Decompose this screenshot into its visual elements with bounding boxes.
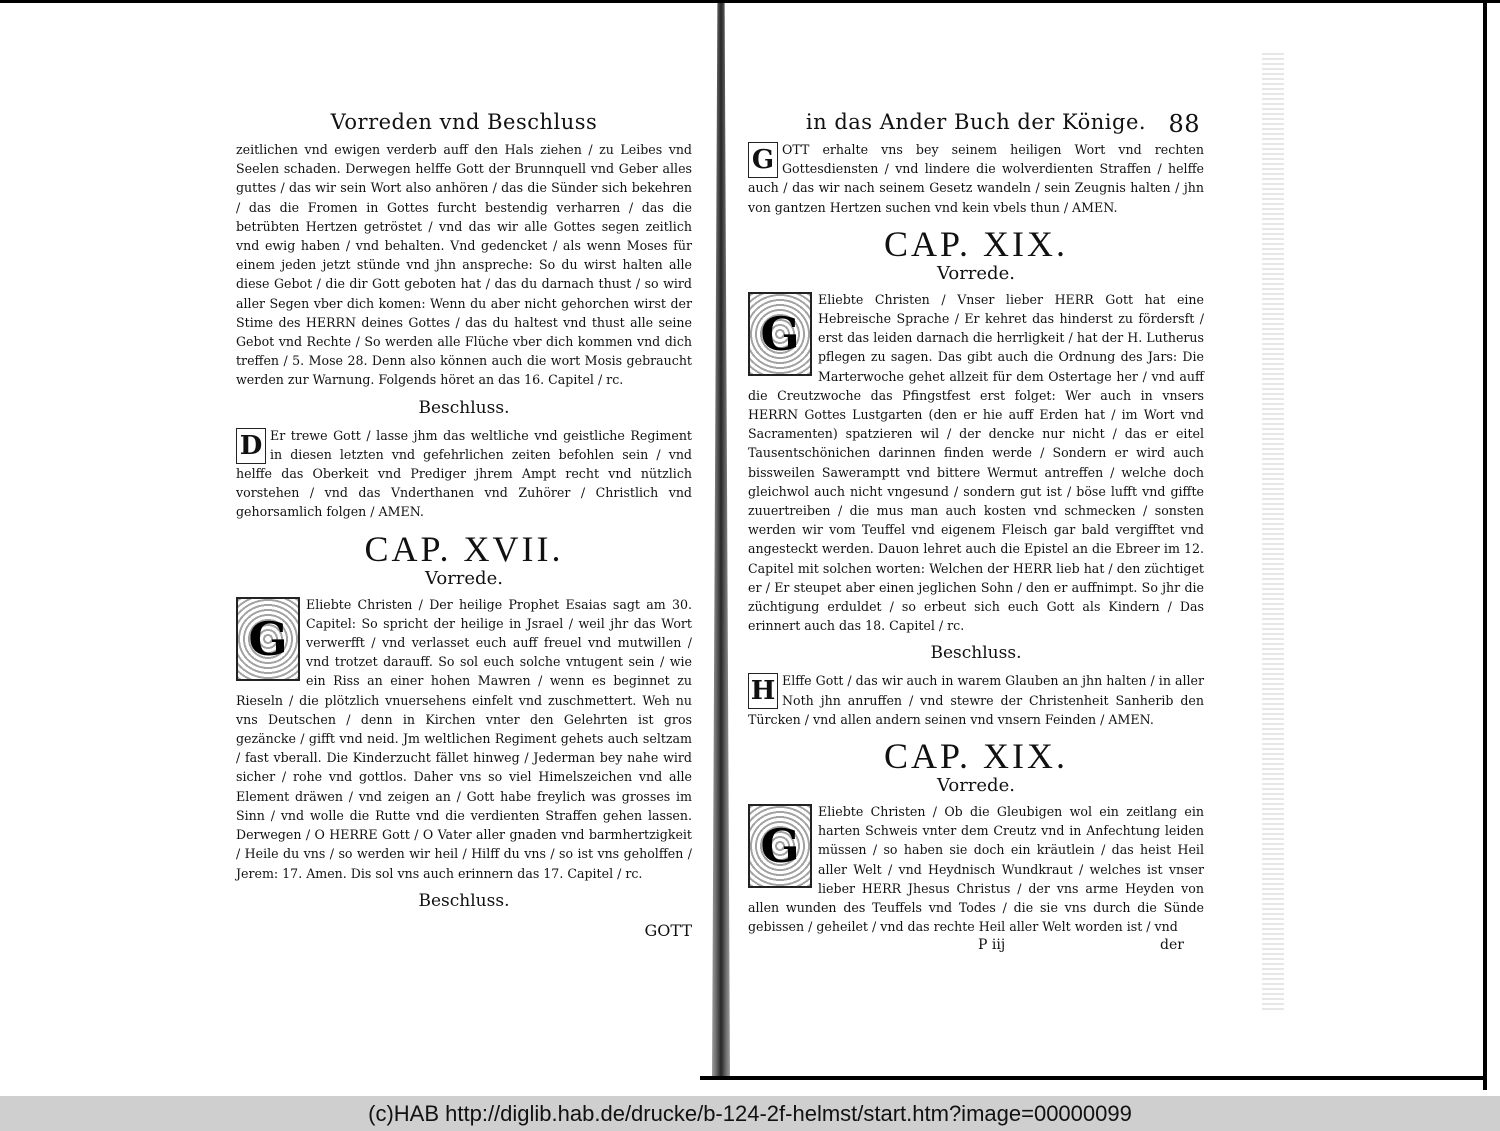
copyright-footer — [0, 1096, 1500, 1131]
initial-letter: G — [750, 294, 810, 374]
right-catchword: der — [1160, 936, 1184, 953]
ornamental-initial — [748, 804, 812, 888]
signature-mark: P iij — [978, 936, 1006, 953]
initial-letter: G — [238, 599, 298, 679]
right-running-head — [748, 110, 1204, 138]
chapter-title: CAP. XIX. — [883, 223, 1069, 264]
copyright-text: (c)HAB http://diglib.hab.de/drucke/b-124-2f-helmst/start.htm?image=00000099 — [368, 1100, 1132, 1126]
chapter-title: CAP. XIX. — [883, 736, 1069, 777]
right-running-head-text: in das Ander Buch der Könige. — [805, 110, 1147, 134]
left-beschluss-text: Er trewe Gott / lasse jhm das weltliche vnd geistliche Regiment in diesen letzten vnd gefehrlichen zeiten befohlen sein / vnd helffe das Oberkeit vnd Prediger jhrem Ampt recht vnd nützlich vorstehen / vnd das Vnderthanen vnd Zuhörer / Christlich vnd gehorsamlich folgen / AMEN. — [236, 427, 692, 520]
left-catchword: GOTT — [644, 920, 692, 940]
decorated-initial: D — [236, 428, 266, 464]
left-vorrede-text: Eliebte Christen / Der heilige Prophet Esaias sagt am 30. Capitel: So spricht der heilige in Jsrael / weil jhr das Wort verwerfft / vnd verlasset euch auff freuel vnd mutwillen / vnd trotzet darauff. So sol euch solche vntugent sein / wie ein Riss an einer hohen Mawren / wenn es beginnet zu Rieseln / die plötzlich vnuersehens einfelt vnd zuschmettert. Weh nu vns Deutschen / denn in Kirchen vnter den Gelehrten ist gros gezäncke / gifft vnd neid. Jm weltlichen Regiment gehets auch seltzam / fast vberall. Die Kinderzucht fället hinweg / Jederman bey nahe wird sicher / rohe vnd gottlos. Daher vns so viel Himelszeichen vnd alle Element dräwen / vnd zeigen an / Gott habe freylich was grosses im Sinn / vnd wolle die Rutte vnd die verdienten Straffen gehen lassen. Derwegen / O HERRE Gott / O Vater aller gnaden vnd barmhertzigkeit / Heile du vns / so werden wir heil / Hilff du vns / so ist vns geholffen / Jerem: 17. Amen. Dis sol vns auch erinnern das 17. Capitel / rc. — [236, 596, 692, 881]
right-intro-text: OTT erhalte vns bey seinem heiligen Wort vnd rechten Gottesdiensten / vnd lindere die wolverdienten Straffen / helffe auch / das wir nach seinem Gesetz wandeln / sein Zeugnis halten / jhn von gantzen Hertzen suchen vnd kein vbels thun / AMEN. — [748, 142, 1204, 215]
right-vorrede-heading: Vorrede. — [937, 262, 1015, 284]
ornamental-initial — [748, 292, 812, 376]
page-number: 88 — [1168, 110, 1200, 138]
decorated-initial: H — [748, 673, 778, 709]
page-frame-right — [1483, 0, 1487, 1090]
decorated-initial: G — [748, 142, 778, 178]
right-vorrede2-heading: Vorrede. — [937, 775, 1015, 797]
ornamental-initial — [236, 597, 300, 681]
right-beschluss-heading: Beschluss. — [930, 643, 1022, 664]
left-vorrede-heading: Vorrede. — [425, 567, 503, 589]
signature-line — [748, 937, 1204, 953]
right-vorrede-text: Eliebte Christen / Vnser lieber HERR Gott hat eine Hebreische Sprache / Er kehret das hinderst zu fördersft / erst das leiden darnach die herrligkeit / hat der H. Lutherus pflegen zu sagen. Das gibt auch die Ordnung des Jars: Die Marterwoche gehet allzeit für dem Ostertage her / vnd auff die Creutzwoche das Pfingstfest erst folget: Wer auch in vnsers HERRN Gottes Lustgarten (den er hie auff Erden hat / im Wort vnd Sacramenten) spatzieren wil / der dencke nur nicht / das er eitel Tausentschönichen darinnen finden werde / Sondern er wird auch bissweilen Saweramptt vnd bittere Wermut antreffen / welche doch gleichwol auch nicht vngesund / sondern gut ist / böse lufft vnd giffte zuuertreiben / die mus man auch kosten vnd schmecken / sonsten werden wir vom Teuffel vnd eigenem Fleisch gar bald vergifftet vnd angesteckt werden. Dauon lehret auch die Epistel an die Ebreer im 12. Capitel mit solchen worten: Welchen der HERR lieb hat / den züchtiget er / Er steupet aber einen jeglichen Sohn / den er auffnimpt. So jhr die züchtigung erduldet / so erbeut sich euch Gott als Kindern / Das erinnert auch das 18. Capitel / rc. — [748, 291, 1204, 634]
page-frame-bottom — [700, 1076, 1487, 1080]
book-gutter — [703, 0, 739, 1080]
left-beschluss-heading: Beschluss. — [418, 397, 510, 418]
right-beschluss-text: Elffe Gott / das wir auch in warem Glauben an jhn halten / in aller Noth jhn anruffen / vnd stewre der Christenheit Sanherib den Türcken / vnd allen andern seinen vnd vnsern Feinden / AMEN. — [748, 673, 1204, 727]
left-intro-text: zeitlichen vnd ewigen verderb auff den Hals ziehen / zu Leibes vnd Seelen schaden. Derwegen helffe Gott der Brunnquell vnd Geber alles guttes / das wir sein Wort also anhören / das die Sünder sich bekehren / das die Fromen in Gottes furcht bestendig verharren / das die betrübten Hertzen getröstet / vnd das wir alle Gottes segen zeitlich vnd ewig haben / vnd behalten. Vnd gedencket / als wenn Moses für einem jeden jetzt stünde vnd jhn anspreche: So du wirst halten alle diese Gebot / die dir Gott geboten hat / das du darnach thust / so wird aller Segen vber dich komen: Wenn du aber nicht gehorchen wirst der Stime des HERRN deines Gottes / das du haltest vnd thust alle seine Gebot vnd Rechte / So werden alle Flüche vber dich kommen vnd dich treffen / 5. Mose 28. Denn also können auch die wort Mosis gebraucht werden zur Warnung. Folgends höret an das 16. Capitel / rc. — [236, 142, 692, 388]
left-running-head: Vorreden vnd Beschluss — [330, 110, 598, 134]
left-beschluss2-heading: Beschluss. — [418, 890, 510, 911]
chapter-title: CAP. XVII. — [364, 528, 564, 569]
page-edges — [1262, 50, 1284, 1010]
page-frame-top — [0, 0, 1500, 3]
initial-letter: G — [750, 806, 810, 886]
right-vorrede2-text: Eliebte Christen / Ob die Gleubigen wol ein zeitlang ein harten Schweis vnter dem Creutz vnd in Anfechtung leiden müssen / so haben sie doch ein kräutlein / das heist Heil aller Welt / vnd Heydnisch Wundkraut / welches ist vnser lieber HERR Jhesus Christus / der vns arme Heyden von allen wunden des Teuffels vnd Todes / die sie vns durch die Sünde gebissen / geheilet / vnd das rechte Heil aller Welt worden ist / vnd — [748, 804, 1204, 935]
left-page — [236, 110, 692, 940]
right-page — [748, 110, 1204, 953]
